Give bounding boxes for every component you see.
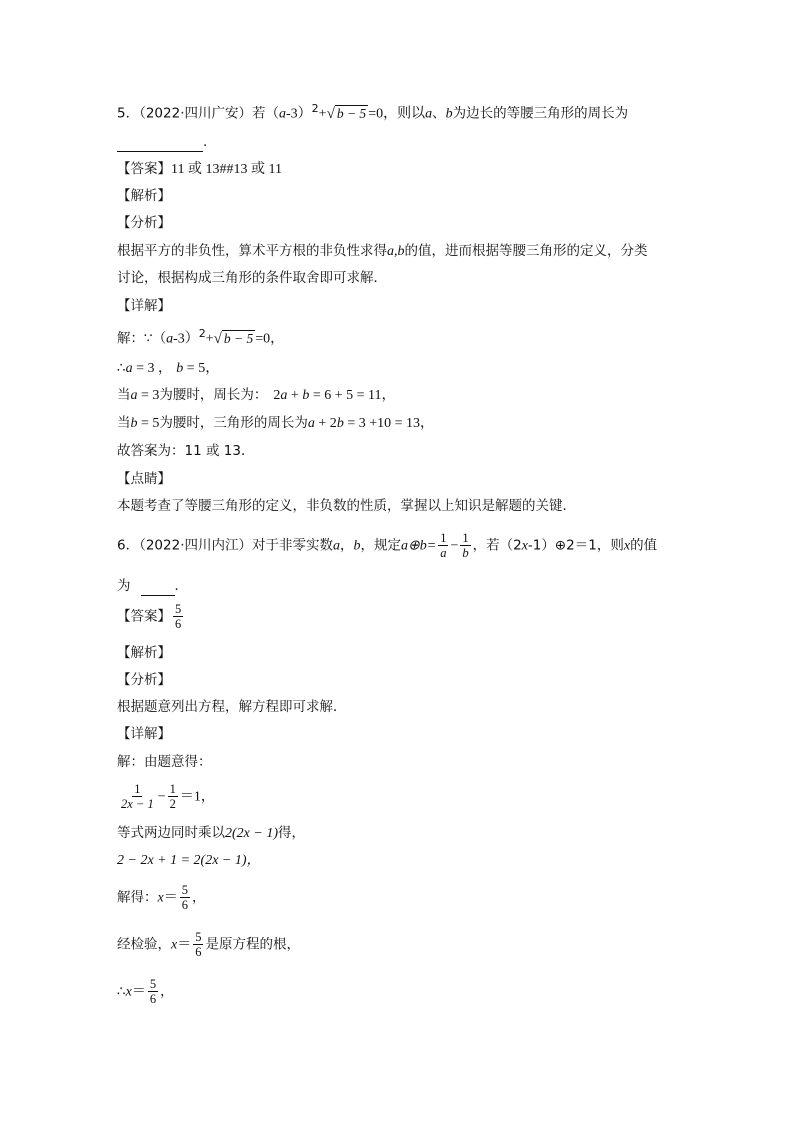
q6-stem-a: 6．（2022·四川内江）对于非零实数 — [117, 537, 333, 554]
q5-var-a: a — [279, 106, 286, 122]
q6-eq1-frac1-num: 1 — [134, 782, 141, 796]
q6-d4-x: x — [157, 890, 164, 906]
q5-dianjing-text: 本题考查了等腰三角形的定义，非负数的性质，掌握以上知识是解题的关键． — [117, 498, 576, 514]
q5-detail-line4: 当b = 5为腰时，三角形的周长为a + 2b = 3 +10 = 13， — [117, 415, 434, 431]
q6-eq1-rest: ＝1， — [179, 789, 215, 805]
q6-d4-eq: ＝ — [163, 890, 178, 906]
q5-stem-line2 — [117, 132, 207, 152]
q5-eq0: =0，则以 — [368, 106, 426, 122]
q6-d5 — [117, 930, 300, 959]
q6-stem-b: ，规定 — [360, 537, 401, 554]
q6-var-x2: x — [623, 538, 631, 554]
q5-d2-a: a — [125, 361, 133, 376]
q6-d2-expr: 2(2x − 1) — [225, 826, 278, 841]
q5-sqrt-body: b − 5 — [336, 105, 367, 121]
q6-d3-expr: 2 − 2x + 1 = 2(2x − 1)， — [117, 853, 261, 868]
q5-d2-b: b — [176, 361, 184, 376]
q5-answer-label: 【答案】 — [117, 161, 171, 177]
q6-line2-b: ． — [174, 578, 188, 594]
q5-d1-square: 2 — [198, 327, 206, 340]
q6-d5-eq: ＝ — [177, 937, 192, 953]
q6-eq1-frac1 — [119, 782, 156, 811]
q6-op-expr: a⊕b= — [401, 538, 437, 554]
q5-detail-line3 — [117, 385, 395, 406]
q5-minus3: -3） — [286, 106, 312, 122]
q5-answer-text: 11 或 13##13 或 11 — [171, 162, 282, 177]
q5-detail-line2 — [117, 358, 219, 379]
q5-d4-mid: 为腰时，三角形的周长为 — [159, 415, 308, 431]
q6-line2-a: 为 — [117, 578, 131, 594]
q6-d4-frac-den: 6 — [181, 898, 188, 912]
q5-detail-line1 — [117, 324, 284, 350]
q6-eq1-minus: − — [157, 789, 166, 805]
q5-d4-expr: = 3 +10 = 13， — [343, 416, 434, 431]
q6-eq1-frac2 — [168, 782, 178, 811]
q6-fenxi-label: 【分析】 — [117, 672, 171, 688]
q6-d5-x: x — [171, 937, 178, 953]
q5-d2-eq2: = 5， — [183, 361, 220, 376]
q6-d6-a: ∴ — [117, 983, 126, 1000]
q6-stem-d: -1）⊕2＝1，则 — [527, 537, 624, 554]
q5-d4-b: b — [130, 416, 138, 431]
q6-answer-frac — [173, 602, 183, 631]
q6-stem-line1 — [117, 531, 657, 560]
q6-answer-num: 5 — [175, 602, 182, 616]
q6-d6-x: x — [125, 984, 132, 1000]
q5-fenxi-1b: 的值，进而根据等腰三角形的定义，分类 — [404, 243, 648, 259]
q6-d6-end: ， — [160, 983, 174, 1000]
q6-d5-frac-den: 6 — [195, 945, 202, 959]
q5-sep: 、 — [432, 105, 446, 122]
q6-d6-frac — [148, 977, 158, 1006]
q5-fenxi-line2: 讨论，根据构成三角形的条件取舍即可求解． — [117, 270, 387, 286]
q6-eq1 — [117, 782, 215, 811]
q5-fenxi-ab: a,b — [387, 244, 405, 259]
q6-d4-frac — [180, 883, 190, 912]
q6-d5-b: 是原方程的根， — [205, 936, 300, 953]
q6-fenxi-text: 根据题意列出方程，解方程即可求解． — [117, 699, 347, 715]
q5-stem-line1 — [117, 99, 628, 125]
q5-d1-sqrt-body: b − 5 — [223, 330, 254, 346]
q5-d1-prefix: 解：∵（ — [117, 330, 167, 347]
q6-frac-1a — [438, 531, 448, 560]
q6-d2-a: 等式两边同时乘以 — [117, 825, 225, 841]
q6-answer-den: 6 — [175, 617, 182, 631]
q6-d2 — [117, 823, 305, 844]
q6-d3 — [117, 850, 261, 871]
q6-eq1-frac2-den: 2 — [169, 797, 176, 811]
q5-analysis-label: 【解析】 — [117, 188, 171, 204]
q6-d6-eq: ＝ — [131, 984, 146, 1000]
q6-answer — [117, 602, 185, 631]
q5-d3-expr: = 6 + 5 = 11， — [309, 388, 396, 403]
q6-var-b: b — [353, 538, 361, 554]
q5-d3-mid: 为腰时，周长为： — [159, 387, 268, 403]
q5-d3-a: a — [130, 388, 138, 403]
q6-d5-frac — [193, 930, 203, 959]
q6-var-x: x — [521, 538, 528, 554]
q5-d1-sqrt: √ b − 5 — [213, 330, 254, 347]
q5-d2-therefore: ∴ — [117, 360, 126, 376]
q5-detail-label: 【详解】 — [117, 298, 171, 314]
q6-d4-frac-num: 5 — [181, 883, 188, 897]
q6-d4-end: ， — [191, 889, 206, 906]
q6-stem-e: 的值 — [630, 537, 658, 554]
q5-period: . — [203, 134, 208, 150]
q5-stem-prefix: 5．（2022·四川广安）若（ — [117, 105, 279, 122]
q5-d2-eq1: = 3 ， — [132, 361, 172, 376]
q5-answer — [117, 159, 282, 180]
q5-plus: + — [318, 106, 327, 122]
q5-d1-a: a — [166, 331, 174, 347]
q6-detail-label: 【详解】 — [117, 726, 171, 742]
q5-fenxi-label: 【分析】 — [117, 215, 171, 231]
q6-frac-1b — [460, 531, 470, 560]
q5-stem-suffix: 为边长的等腰三角形的周长为 — [452, 105, 629, 122]
q5-d3-expr-wrap: 2a + b = 6 + 5 = 11， — [273, 388, 396, 403]
q6-d2-b: 得， — [278, 825, 305, 841]
q5-detail-line5: 故答案为：11 或 13． — [117, 443, 255, 459]
q5-dianjing-label: 【点睛】 — [117, 471, 171, 487]
q5-answer-blank — [117, 137, 203, 152]
q6-answer-label: 【答案】 — [117, 608, 171, 625]
q5-square: 2 — [311, 102, 319, 115]
q5-var-b: b — [445, 106, 453, 122]
q6-eq1-frac1-den: 2x − 1 — [121, 797, 154, 811]
q6-d5-frac-num: 5 — [195, 930, 202, 944]
q6-stem-c: ，若（2 — [472, 537, 522, 554]
q5-d1-plus: + — [205, 331, 214, 347]
q6-analysis-label: 【解析】 — [117, 645, 171, 661]
q6-eq1-frac2-num: 1 — [169, 782, 176, 796]
q6-d6-frac-num: 5 — [149, 977, 157, 991]
q6-frac-1b-den: b — [462, 546, 469, 560]
q6-frac-1a-num: 1 — [440, 531, 447, 545]
q5-fenxi-line1 — [117, 241, 648, 262]
q5-var-a2: a — [425, 106, 433, 122]
q5-d3-pre: 当 — [117, 387, 131, 403]
q5-fenxi-1a: 根据平方的非负性，算术平方根的非负性求得 — [117, 243, 387, 259]
q6-frac-1b-num: 1 — [462, 531, 469, 545]
q5-d1-eq: =0， — [255, 331, 285, 347]
q5-d4-cond: = 5 — [137, 416, 160, 431]
q6-d1: 解：由题意得： — [117, 754, 212, 770]
q6-d4-a: 解得： — [117, 889, 158, 906]
q6-frac-1a-den: a — [440, 546, 447, 560]
q6-var-a: a — [333, 538, 340, 554]
q6-minus: − — [450, 538, 459, 554]
q6-d4 — [117, 883, 205, 912]
q6-comma: ， — [340, 537, 354, 554]
q5-d3-cond: = 3 — [137, 388, 160, 403]
q6-d6 — [117, 977, 174, 1006]
q6-d5-a: 经检验， — [117, 936, 171, 953]
q6-answer-blank — [141, 581, 175, 596]
q5-d4-pre: 当 — [117, 415, 131, 431]
q6-stem-line2 — [117, 576, 188, 596]
q6-d6-frac-den: 6 — [149, 992, 157, 1006]
q5-sqrt: √ b − 5 — [326, 105, 367, 122]
q5-d1-minus: -3） — [173, 331, 199, 347]
